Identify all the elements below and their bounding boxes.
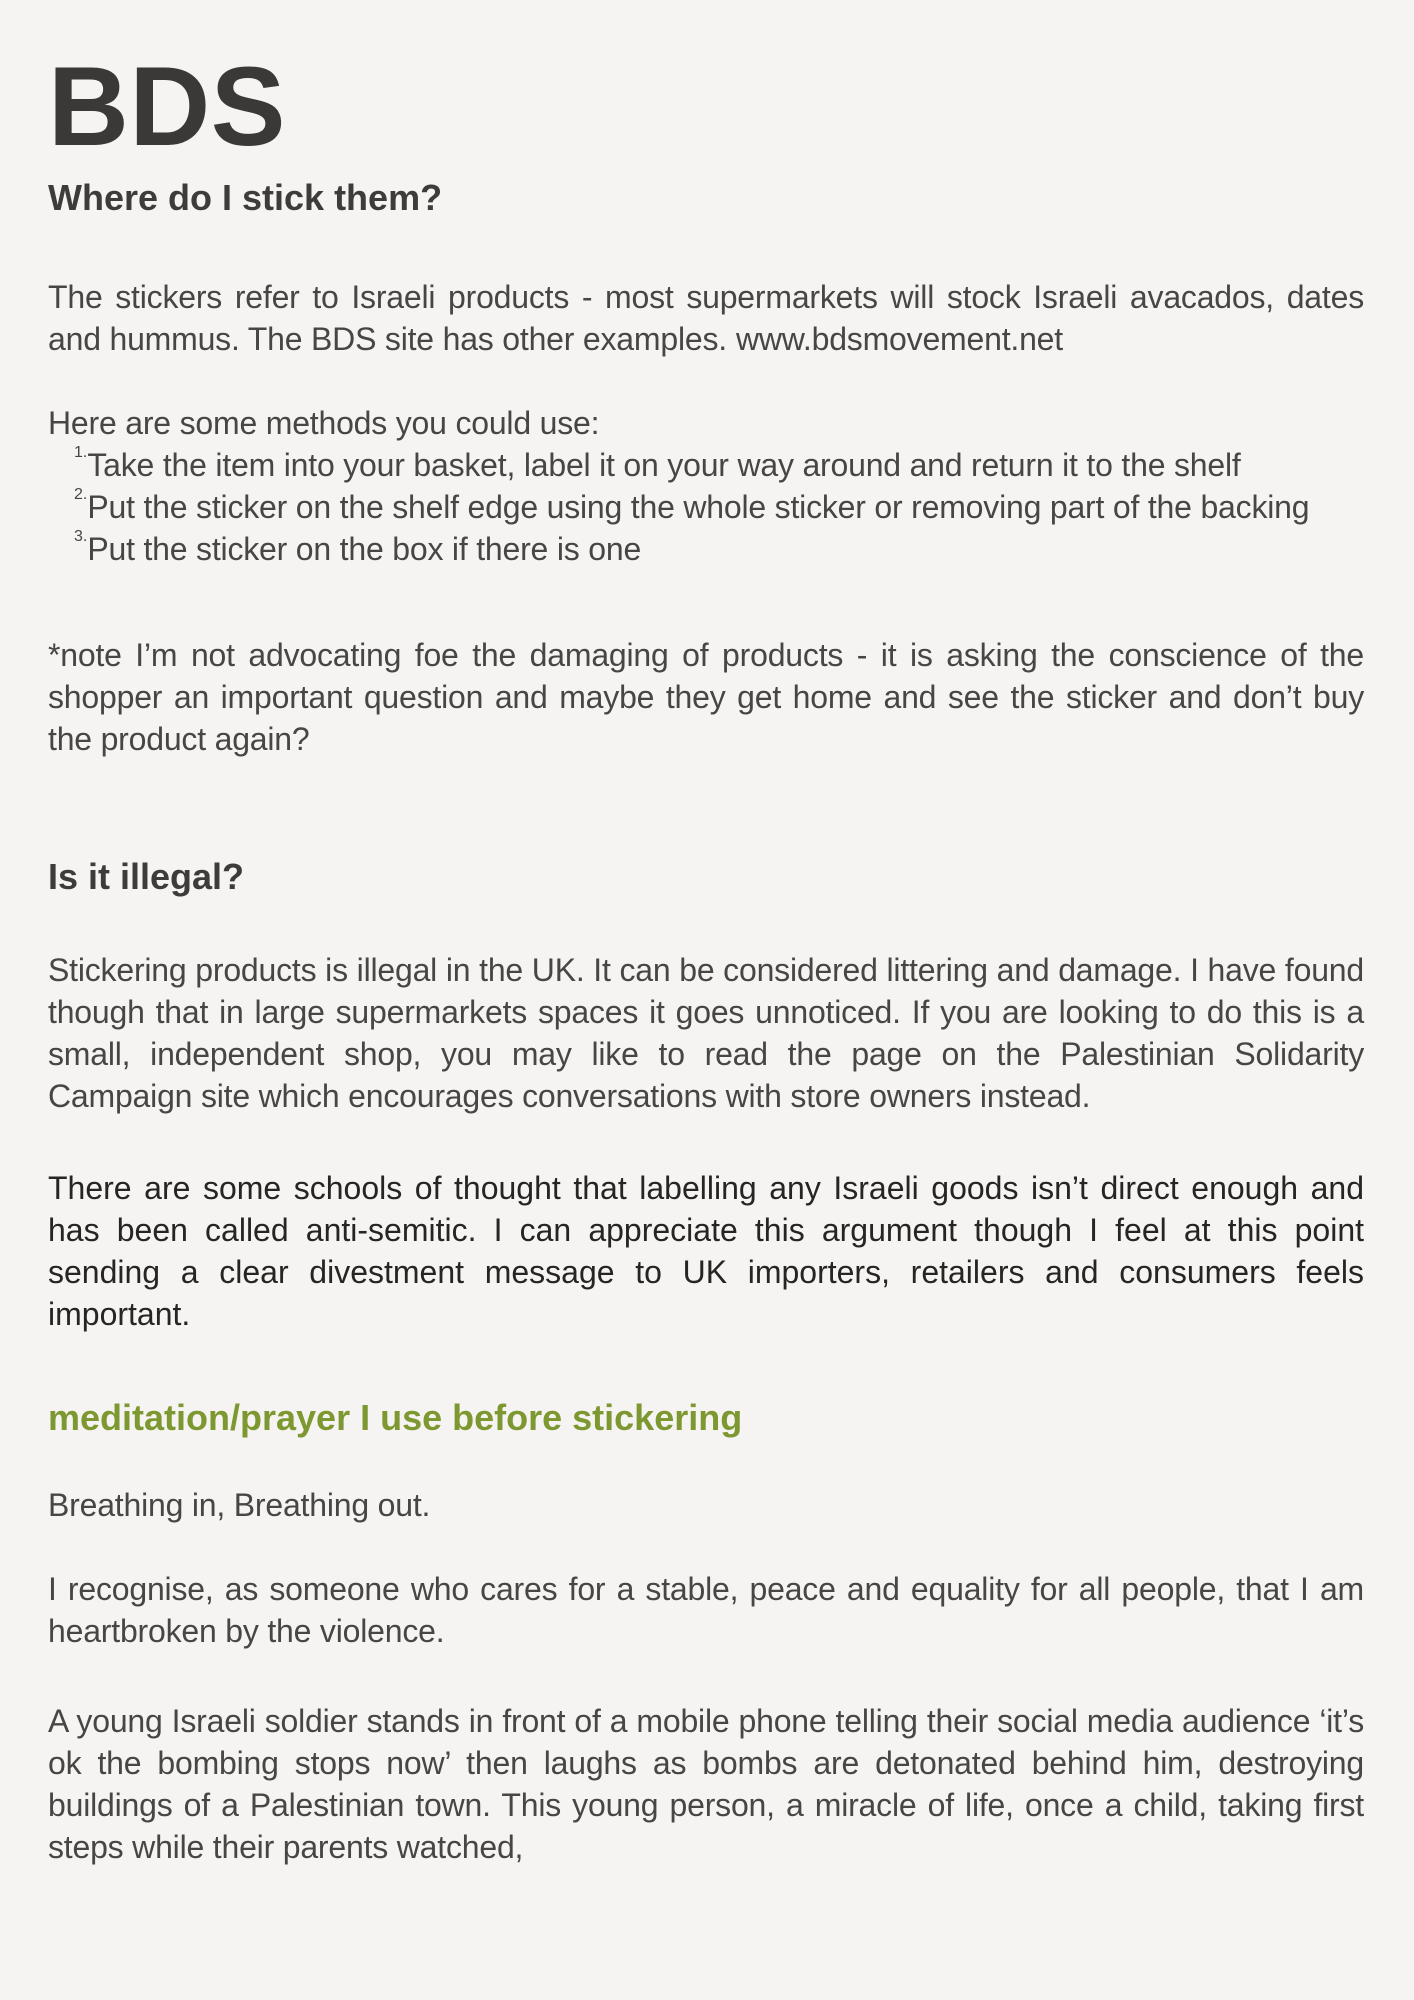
heading-is-it-illegal: Is it illegal?: [48, 856, 245, 898]
list-item-text: Take the item into your basket, label it on your way around and return it to the shelf: [87, 447, 1241, 484]
methods-intro: Here are some methods you could use:: [48, 405, 600, 442]
paragraph-young-soldier: A young Israeli soldier stands in front of a mobile phone telling their social media audience ‘it’s ok the bombing stops now’ then laughs as bombs are detonated behind him, destroying buildings of a Palestinian town. This young person, a miracle of life, once a child, taking first steps while their parents watched,: [48, 1703, 1364, 1866]
list-item: [48, 444, 1364, 486]
paragraph-stickers-intro: [48, 276, 1364, 360]
list-item: [48, 528, 1364, 570]
list-item-number: 3.: [74, 528, 88, 546]
paragraph-breathing: Breathing in, Breathing out.: [48, 1487, 431, 1524]
heading-where-do-i-stick-them: Where do I stick them?: [48, 177, 443, 219]
page-title: BDS: [48, 44, 286, 169]
list-item-text: Put the sticker on the shelf edge using the whole sticker or removing part of the backing: [87, 489, 1310, 526]
stickers-intro-text: The stickers refer to Israeli products - most supermarkets will stock Israeli avacados, dates and hummus. The BDS site has other examples.: [48, 279, 1364, 358]
list-item: [48, 486, 1364, 528]
paragraph-recognise: I recognise, as someone who cares for a stable, peace and equality for all people, that I am heartbroken by the violence.: [48, 1571, 1364, 1650]
list-item-number: 2.: [74, 486, 88, 504]
paragraph-schools-of-thought: There are some schools of thought that labelling any Israeli goods isn’t direct enough and has been called anti-semitic. I can appreciate this argument though I feel at this point sending a clear divestment message to UK importers, retailers and consumers feels important.: [48, 1170, 1364, 1333]
methods-list: [48, 444, 1364, 570]
paragraph-note-disclaimer: *note I’m not advocating foe the damaging of products - it is asking the conscience of the shopper an important question and maybe they get home and see the sticker and don’t buy the product again?: [48, 637, 1364, 758]
heading-meditation-prayer: meditation/prayer I use before stickering: [48, 1397, 743, 1439]
bds-site-url: www.bdsmovement.net: [735, 321, 1063, 358]
list-item-text: Put the sticker on the box if there is one: [87, 531, 642, 568]
paragraph-legality-uk: Stickering products is illegal in the UK. It can be considered littering and damage. I have found though that in large supermarkets spaces it goes unnoticed. If you are looking to do this is a small, independent shop, you may like to read the page on the Palestinian Solidarity Campaign site which encourages conversations with store owners instead.: [48, 952, 1364, 1115]
list-item-number: 1.: [74, 444, 88, 462]
